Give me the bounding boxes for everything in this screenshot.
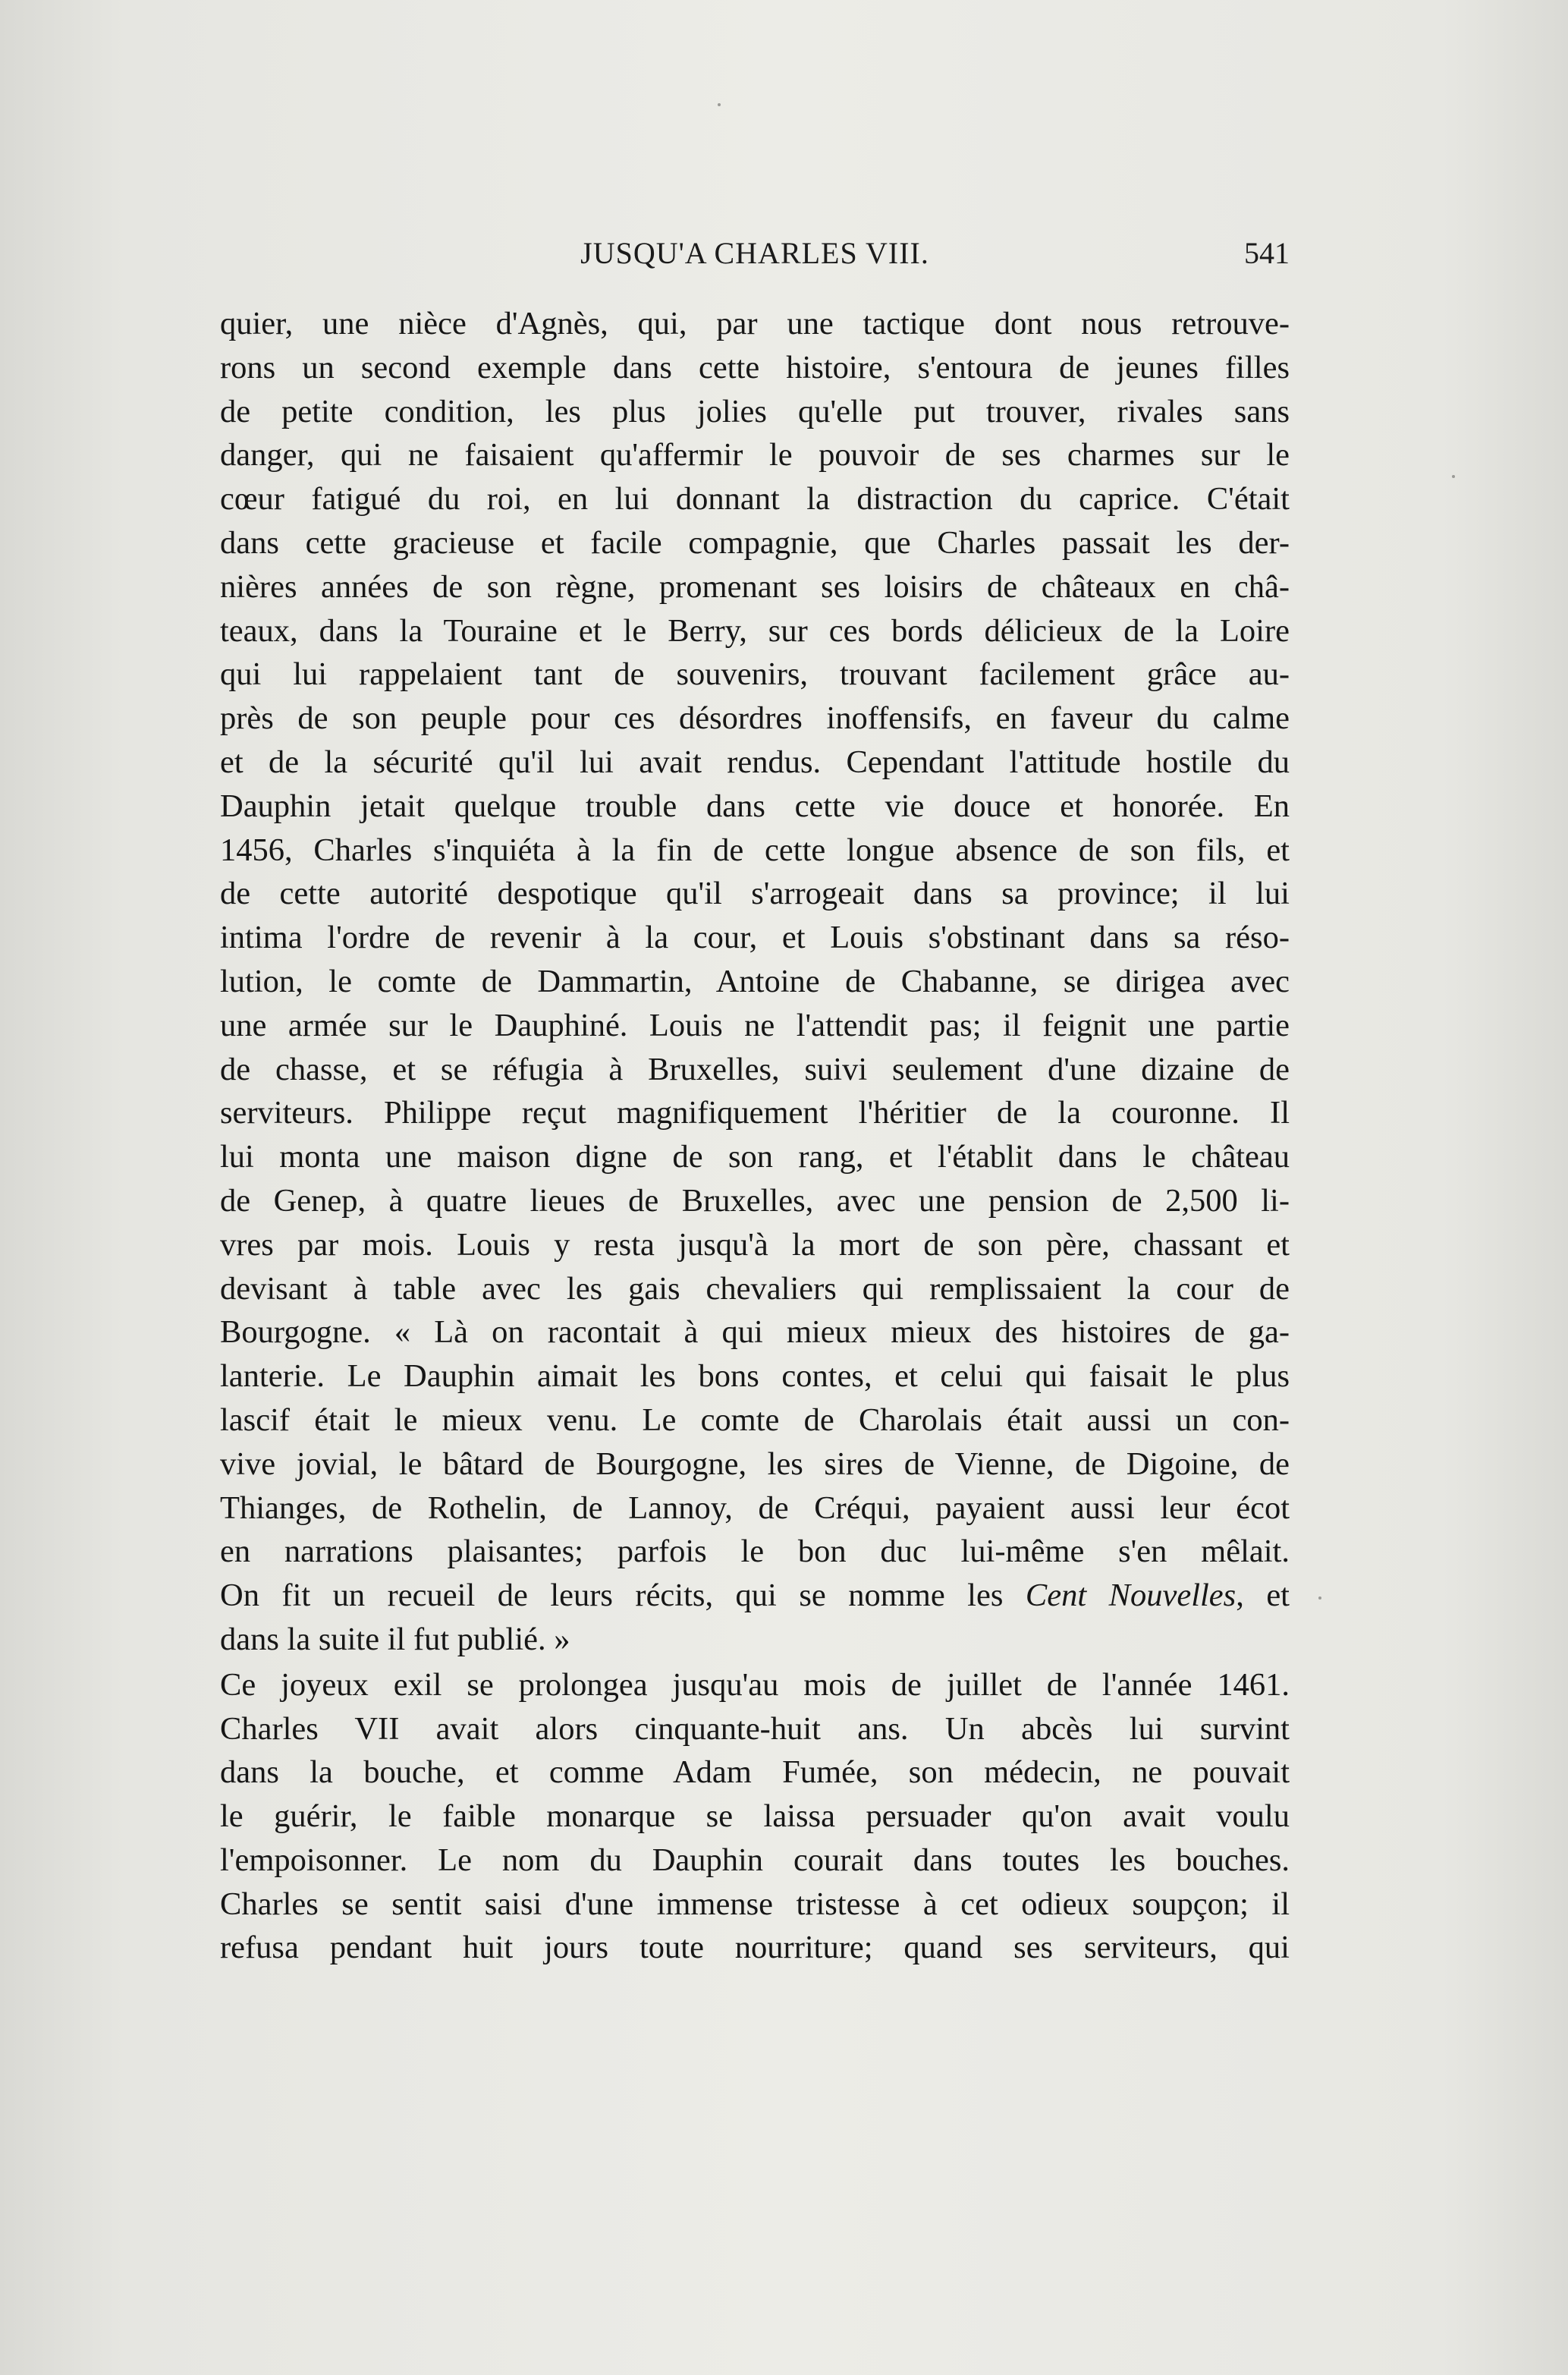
text-line: refusa pendant huit jours toute nourriture; quand ses serviteurs, qui	[220, 1930, 1290, 1966]
text-line: de Genep, à quatre lieues de Bruxelles, avec une pension de 2,500 li-	[220, 1182, 1290, 1219]
paragraph-1	[220, 302, 1290, 1662]
text-line: Charles VII avait alors cinquante-huit ans. Un abcès lui survint	[220, 1710, 1290, 1747]
text-line: l'empoisonner. Le nom du Dauphin courait dans toutes les bouches.	[220, 1842, 1290, 1878]
text-line: Ce joyeux exil se prolongea jusqu'au mois de juillet de l'année 1461.	[220, 1666, 1290, 1703]
text-line: nières années de son règne, promenant ses loisirs de châteaux en châ-	[220, 568, 1290, 605]
text-line: une armée sur le Dauphiné. Louis ne l'attendit pas; il feignit une partie	[220, 1007, 1290, 1043]
paper-speck	[1318, 1596, 1321, 1600]
text-line: en narrations plaisantes; parfois le bon duc lui-même s'en mêlait.	[220, 1534, 1290, 1570]
text-line: de chasse, et se réfugia à Bruxelles, suivi seulement d'une dizaine de	[220, 1051, 1290, 1087]
work-title: Cent Nouvelles	[1025, 1578, 1236, 1614]
text-line: lanterie. Le Dauphin aimait les bons contes, et celui qui faisait le plus	[220, 1358, 1290, 1395]
text-line: quier, une nièce d'Agnès, qui, par une tactique dont nous retrouve-	[220, 306, 1290, 341]
text-line: Bourgogne. « Là on racontait à qui mieux mieux des histoires de ga-	[220, 1314, 1290, 1351]
text-line: serviteurs. Philippe reçut magnifiquement l'héritier de la couronne. Il	[220, 1095, 1290, 1131]
text-line: de cette autorité despotique qu'il s'arrogeait dans sa province; il lui	[220, 876, 1290, 912]
text-fragment: On fit un recueil de leurs récits, qui se nomme les	[220, 1578, 1026, 1614]
text-line: et de la sécurité qu'il lui avait rendus. Cependant l'attitude hostile du	[220, 744, 1290, 780]
running-head	[220, 235, 1290, 281]
text-line: cœur fatigué du roi, en lui donnant la distraction du caprice. C'était	[220, 481, 1290, 517]
paragraph-2	[220, 1663, 1290, 1971]
text-line: dans cette gracieuse et facile compagnie, que Charles passait les der-	[220, 524, 1290, 561]
text-line: dans la bouche, et comme Adam Fumée, son médecin, ne pouvait	[220, 1754, 1290, 1791]
text-line: devisant à table avec les gais chevaliers qui remplissaient la cour de	[220, 1270, 1290, 1307]
text-line: de petite condition, les plus jolies qu'elle put trouver, rivales sans	[220, 393, 1290, 429]
text-line-with-title	[220, 1574, 1290, 1618]
text-line: lution, le comte de Dammartin, Antoine de Chabanne, se dirigea avec	[220, 963, 1290, 999]
paper-speck	[1452, 475, 1455, 478]
text-line: près de son peuple pour ces désordres inoffensifs, en faveur du calme	[220, 700, 1290, 737]
page-number: 541	[1244, 236, 1290, 270]
running-title: JUSQU'A CHARLES VIII.	[580, 236, 929, 270]
text-line: intima l'ordre de revenir à la cour, et Louis s'obstinant dans sa réso-	[220, 920, 1290, 956]
text-fragment: , et	[1236, 1578, 1290, 1614]
text-line: 1456, Charles s'inquiéta à la fin de cette longue absence de son fils, et	[220, 832, 1290, 868]
text-line: Charles se sentit saisi d'une immense tristesse à cet odieux soupçon; il	[220, 1886, 1290, 1922]
text-line: lui monta une maison digne de son rang, et l'établit dans le château	[220, 1139, 1290, 1175]
text-line: lascif était le mieux venu. Le comte de Charolais était aussi un con-	[220, 1401, 1290, 1438]
text-line: rons un second exemple dans cette histoire, s'entoura de jeunes filles	[220, 349, 1290, 385]
paper-speck	[718, 103, 721, 106]
text-line: le guérir, le faible monarque se laissa persuader qu'on avait voulu	[220, 1798, 1290, 1835]
text-line: Dauphin jetait quelque trouble dans cette vie douce et honorée. En	[220, 788, 1290, 824]
body-text	[220, 302, 1290, 1970]
text-line: qui lui rappelaient tant de souvenirs, trouvant facilement grâce au-	[220, 656, 1290, 693]
text-line: dans la suite il fut publié. »	[220, 1621, 570, 1657]
text-line: vres par mois. Louis y resta jusqu'à la mort de son père, chassant et	[220, 1226, 1290, 1263]
text-line: teaux, dans la Touraine et le Berry, sur ces bords délicieux de la Loire	[220, 612, 1290, 649]
text-line: Thianges, de Rothelin, de Lannoy, de Créqui, payaient aussi leur écot	[220, 1489, 1290, 1526]
text-line: vive jovial, le bâtard de Bourgogne, les sires de Vienne, de Digoine, de	[220, 1445, 1290, 1482]
text-line: danger, qui ne faisaient qu'affermir le pouvoir de ses charmes sur le	[220, 437, 1290, 473]
